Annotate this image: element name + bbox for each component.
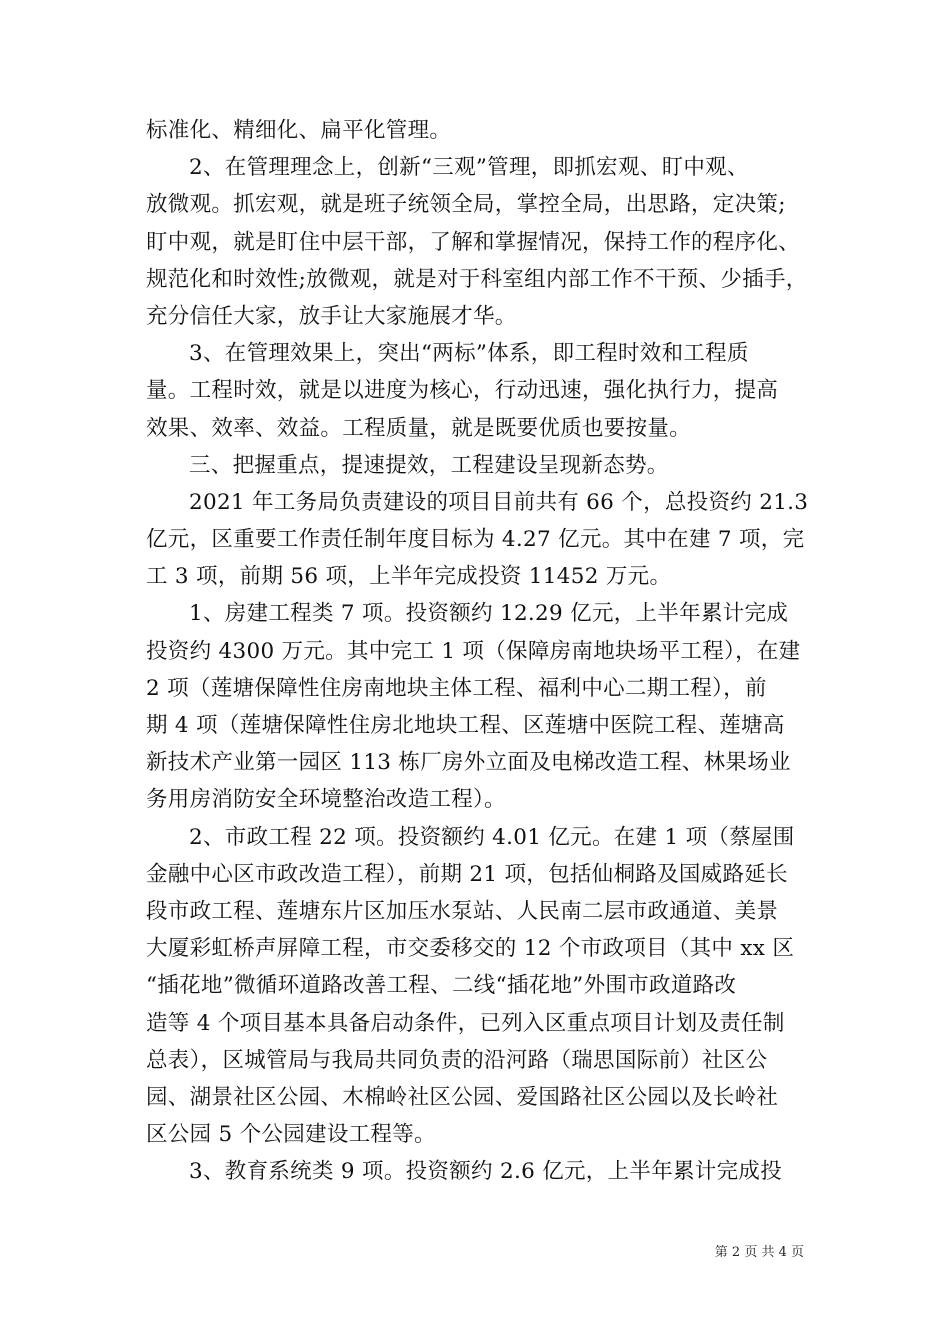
document-body [146,112,814,1190]
text-line: 期 4 项（莲塘保障性住房北地块工程、区莲塘中医院工程、莲塘高 [146,713,785,738]
text-line: 亿元，区重要工作责任制年度目标为 4.27 亿元。其中在建 7 项，完 [146,527,805,553]
text-line: 2021 年工务局负责建设的项目目前共有 66 个，总投资约 21.3 [189,489,809,515]
text-line: 规范化和时效性;放微观，就是对于科室组内部工作不干预、少插手， [146,266,808,292]
text-line: 充分信任大家，放手让大家施展才华。 [146,303,517,329]
text-line: “插花地”微循环道路改善工程、二线“插花地”外围市政道路改 [146,973,737,999]
text-line: 园、湖景社区公园、木棉岭社区公园、爱国路社区公园以及长岭社 [146,1084,779,1110]
text-line: 盯中观，就是盯住中层干部，了解和掌握情况，保持工作的程序化、 [146,229,801,255]
text-line: 2 项（莲塘保障性住房南地块主体工程、福利中心二期工程），前 [146,675,767,701]
text-line: 效果、效率、效益。工程质量，就是既要优质也要按量。 [146,415,692,441]
text-line: 工 3 项，前期 56 项，上半年完成投资 11452 万元。 [146,564,672,590]
text-line: 2、在管理理念上，创新“三观”管理，即抓宏观、盯中观、 [189,155,749,181]
page-number: 第 2 页 共 4 页 [714,1245,804,1260]
text-line: 2、市政工程 22 项。投资额约 4.01 亿元。在建 1 项（蔡屋围 [189,824,795,850]
text-line: 大厦彩虹桥声屏障工程，市交委移交的 12 个市政项目（其中 xx 区 [146,936,795,962]
text-line: 1、房建工程类 7 项。投资额约 12.29 亿元，上半年累计完成 [189,601,789,627]
text-line: 量。工程时效，就是以进度为核心，行动迅速，强化执行力，提高 [146,378,779,404]
text-line: 造等 4 个项目基本具备启动条件，已列入区重点项目计划及责任制 [146,1010,785,1036]
text-line: 区公园 5 个公园建设工程等。 [146,1122,436,1148]
text-line: 放微观。抓宏观，就是班子统领全局，掌控全局，出思路，定决策; [146,192,786,218]
text-line: 金融中心区市政改造工程），前期 21 项，包括仙桐路及国威路延长 [146,861,788,887]
text-line: 新技术产业第一园区 113 栋厂房外立面及电梯改造工程、林果场业 [146,750,791,776]
text-line: 务用房消防安全环境整治改造工程）。 [146,787,506,813]
text-line: 3、教育系统类 9 项。投资额约 2.6 亿元，上半年累计完成投 [189,1159,782,1185]
text-line: 总表），区城管局与我局共同负责的沿河路（瑞思国际前）社区公 [146,1047,768,1073]
text-line: 段市政工程、莲塘东片区加压水泵站、人民南二层市政通道、美景 [146,898,779,924]
text-line: 3、在管理效果上，突出“两标”体系，即工程时效和工程质 [189,341,749,367]
text-line: 投资约 4300 万元。其中完工 1 项（保障房南地块场平工程），在建 [146,638,801,664]
text-line: 三、把握重点，提速提效，工程建设呈现新态势。 [189,452,669,478]
text-line: 标准化、精细化、扁平化管理。 [146,118,452,143]
